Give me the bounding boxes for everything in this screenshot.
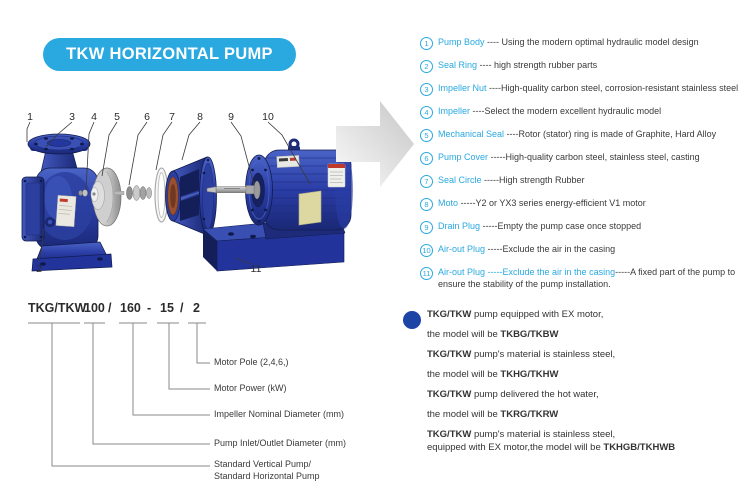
callout-7: 7 [169,111,175,123]
model-code-section [0,295,410,500]
part-desc: -----High-quality carbon steel, stainless steel, casting [488,152,700,162]
part-desc: -----Exclude the air in the casing [485,244,616,254]
model-label-standard-vertical: Standard Vertical Pump/ [214,459,312,469]
part-number-badge: 6 [420,152,433,165]
bullet-icon [403,311,421,329]
pump-label-sticker [56,195,76,226]
model-code-power: 15 [160,301,174,315]
part-number-badge: 7 [420,175,433,188]
part-desc: ----Rotor (stator) ring is made of Graphite, Hard Alloy [504,129,717,139]
part-number-badge: 8 [420,198,433,211]
pump-cover-part [166,157,217,235]
parts-list-item [420,37,748,50]
callout-5: 5 [114,111,120,123]
model-code-series: TKG/TKW [28,301,87,315]
variant-line: TKG/TKW pump equipped with EX motor, [427,309,604,320]
parts-list-item [420,129,748,142]
parts-list-item [420,221,748,234]
part-desc: ---- high strength rubber parts [477,60,598,70]
model-code-connector-lines [0,295,410,500]
parts-list-item [420,106,748,119]
model-code-impeller: 160 [120,301,141,315]
part-name: Pump Body [438,37,485,47]
variant-line: the model will be TKBG/TKBW [427,329,559,340]
part-number-badge: 1 [420,37,433,50]
callout-10: 10 [262,111,274,123]
part-number-badge: 10 [420,244,433,257]
part-name: Impeller Nut [438,83,487,93]
part-desc: ---- Using the modern optimal hydraulic model design [484,37,699,47]
callout-8: 8 [197,111,203,123]
model-code-pole: 2 [193,301,200,315]
part-name: Moto [438,198,459,208]
model-code-separator: - [147,301,152,315]
title-banner [43,38,296,71]
part-name: Impeller [438,106,471,116]
part-desc: -----A fixed part of the pump to ensure the stability of the pump installation. [438,267,736,289]
part-number-badge: 9 [420,221,433,234]
callout-3: 3 [69,111,75,123]
model-label-impeller-diameter: Impeller Nominal Diameter (mm) [214,409,345,419]
part-desc: -----High strength Rubber [481,175,585,185]
mechanical-seal-part [127,186,152,201]
right-arrow-icon [336,96,418,196]
parts-list [420,37,748,300]
callout-6: 6 [144,111,150,123]
variant-line: equipped with EX motor,the model will be TKHGB/TKHWB [427,442,676,453]
parts-list-item [420,152,748,165]
callout-4: 4 [91,111,97,123]
part-name: Pump Cover [438,152,489,162]
callout-11: 11 [250,263,262,275]
model-label-motor-power: Motor Power (kW) [214,383,287,393]
pump-exploded-diagram [10,98,355,293]
parts-list-item [420,60,748,73]
part-number-badge: 11 [420,267,433,280]
callout-9: 9 [228,111,234,123]
model-variants-section [400,302,756,461]
part-desc: ----Select the modern excellent hydraulic model [470,106,662,116]
part-name: Drain Plug [438,221,481,231]
variant-line: the model will be TKHG/TKHW [427,369,559,380]
model-label-motor-pole: Motor Pole (2,4,6,) [214,357,289,367]
part-number-badge: 2 [420,60,433,73]
callout-1: 1 [27,111,33,123]
parts-list-item: 11 Air-out Plug -----Exclude the air in the casing-----A fixed part of the pump to ensure the stability of the pump installation. [420,267,748,290]
model-code-separator: / [180,301,184,315]
part-name: Seal Circle [438,175,482,185]
variant-line: TKG/TKW pump's material is stainless steel, [427,429,616,440]
part-desc: ----High-quality carbon steel, corrosion-resistant stainless steel [486,83,739,93]
model-code-separator: / [108,301,112,315]
variant-line: the model will be TKRG/TKRW [427,409,559,420]
part-number-badge: 3 [420,83,433,96]
motor-part [207,140,353,239]
model-label-standard-horizontal: Standard Horizontal Pump [214,471,320,481]
parts-list-item [420,83,748,96]
parts-list-item [420,198,748,211]
model-code-inlet: 100 [84,301,105,315]
model-label-inlet-diameter: Pump Inlet/Outlet Diameter (mm) [214,438,347,448]
impeller-nut-part [79,190,88,197]
page-title: TKW HORIZONTAL PUMP [66,45,273,63]
parts-list-item [420,244,748,257]
part-number-badge: 4 [420,106,433,119]
part-name: Air-out Plug [438,267,486,277]
callout-2: 2 [36,263,42,275]
variant-line: TKG/TKW pump's material is stainless steel, [427,349,616,360]
part-desc: -----Y2 or YX3 series energy-efficient V1 motor [458,198,646,208]
parts-list-item [420,175,748,188]
part-desc: -----Empty the pump case once stopped [480,221,642,231]
part-name: Seal Ring [438,60,478,70]
part-name: Mechanical Seal [438,129,505,139]
part-name: Air-out Plug [438,244,486,254]
motor-nameplate [277,155,300,167]
part-number-badge: 5 [420,129,433,142]
shaft-stub [114,191,124,195]
variant-line: TKG/TKW pump delivered the hot water, [427,389,599,400]
